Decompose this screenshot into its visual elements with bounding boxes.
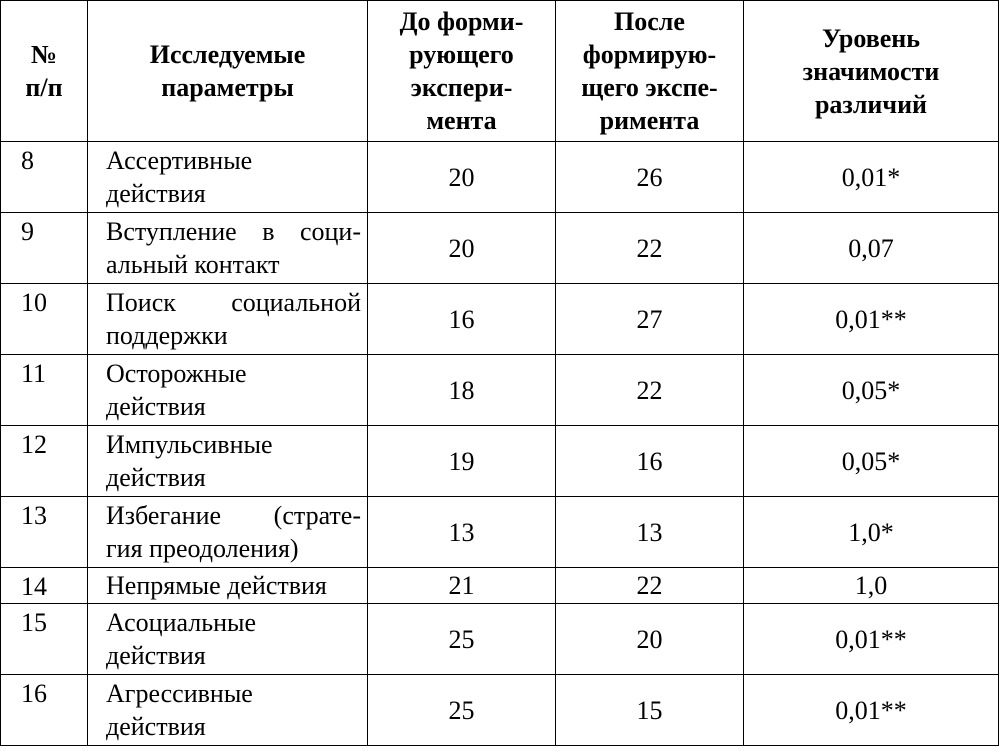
row-after: 16 xyxy=(556,426,744,497)
parameter-line: альный контакт xyxy=(106,250,280,279)
parameter-line: Вступление в соци- xyxy=(106,217,361,246)
row-parameter xyxy=(88,284,368,355)
parameter-line: Осторожные xyxy=(106,359,247,388)
row-after: 20 xyxy=(556,604,744,675)
header-after-line: формирую- xyxy=(582,40,717,69)
row-number: 8 xyxy=(1,142,88,213)
parameter-line: Асоциальные xyxy=(106,608,257,637)
header-after-line: После xyxy=(614,7,685,36)
row-parameter xyxy=(88,213,368,284)
table-row xyxy=(1,142,999,213)
header-significance-line: Уровень xyxy=(821,23,921,53)
row-before: 20 xyxy=(368,213,556,284)
row-parameter xyxy=(88,142,368,213)
row-after: 13 xyxy=(556,497,744,568)
parameter-line: Поиск социальной xyxy=(106,288,361,317)
table-row xyxy=(1,426,999,497)
parameter-line: Ассертивные xyxy=(106,146,253,175)
header-significance-line: различий xyxy=(814,89,928,119)
row-number: 14 xyxy=(1,568,88,604)
row-after: 15 xyxy=(556,675,744,746)
row-number: 16 xyxy=(1,675,88,746)
parameter-line: гия преодоления) xyxy=(106,534,299,563)
row-significance: 1,0* xyxy=(744,497,999,568)
table-row xyxy=(1,284,999,355)
row-before: 13 xyxy=(368,497,556,568)
row-number: 12 xyxy=(1,426,88,497)
row-significance: 0,01** xyxy=(744,284,999,355)
row-number: 10 xyxy=(1,284,88,355)
row-significance: 0,01** xyxy=(744,604,999,675)
row-number: 11 xyxy=(1,355,88,426)
table-row xyxy=(1,568,999,604)
parameter-line: Непрямые действия xyxy=(106,571,327,600)
header-after-line: римента xyxy=(599,106,700,135)
row-after: 22 xyxy=(556,213,744,284)
header-num-line: № xyxy=(30,40,58,69)
row-parameter xyxy=(88,675,368,746)
header-after xyxy=(556,1,744,142)
row-before: 18 xyxy=(368,355,556,426)
row-after: 22 xyxy=(556,355,744,426)
row-significance: 0,05* xyxy=(744,426,999,497)
table-header xyxy=(1,1,999,142)
parameter-line: действия xyxy=(106,641,206,670)
header-param-line: Исследуемые xyxy=(149,40,306,69)
row-before: 19 xyxy=(368,426,556,497)
parameter-line: Импульсивные xyxy=(106,430,273,459)
row-parameter xyxy=(88,568,368,604)
parameter-line: действия xyxy=(106,463,206,492)
header-row xyxy=(1,1,999,142)
row-before: 16 xyxy=(368,284,556,355)
table-row xyxy=(1,604,999,675)
header-param-line: параметры xyxy=(161,73,294,102)
row-significance: 0,05* xyxy=(744,355,999,426)
table-row xyxy=(1,213,999,284)
header-num xyxy=(1,1,88,142)
row-after: 26 xyxy=(556,142,744,213)
row-significance: 0,01* xyxy=(744,142,999,213)
header-significance-line: значимости xyxy=(802,56,940,86)
header-after-line: щего экспе- xyxy=(581,73,718,102)
header-before-line: До форми- xyxy=(399,7,524,36)
row-significance: 0,01** xyxy=(744,675,999,746)
row-number: 9 xyxy=(1,213,88,284)
row-number: 15 xyxy=(1,604,88,675)
header-num-line: п/п xyxy=(25,73,63,102)
row-after: 22 xyxy=(556,568,744,604)
parameter-line: Агрессивные xyxy=(106,679,253,708)
row-parameter xyxy=(88,497,368,568)
table-row xyxy=(1,355,999,426)
row-before: 25 xyxy=(368,604,556,675)
table-body xyxy=(1,142,999,746)
parameter-line: действия xyxy=(106,179,206,208)
header-significance xyxy=(744,1,999,142)
row-after: 27 xyxy=(556,284,744,355)
row-significance: 1,0 xyxy=(744,568,999,604)
parameter-line: действия xyxy=(106,392,206,421)
header-before xyxy=(368,1,556,142)
row-before: 20 xyxy=(368,142,556,213)
header-before-line: экспери- xyxy=(410,73,513,102)
parameter-line: Избегание (страте- xyxy=(106,501,361,530)
table-row xyxy=(1,675,999,746)
parameter-line: действия xyxy=(106,712,206,741)
row-before: 21 xyxy=(368,568,556,604)
row-parameter xyxy=(88,604,368,675)
row-number: 13 xyxy=(1,497,88,568)
row-significance: 0,07 xyxy=(744,213,999,284)
row-parameter xyxy=(88,355,368,426)
parameter-line: поддержки xyxy=(106,321,228,350)
header-before-line: рующего xyxy=(409,40,514,69)
row-before: 25 xyxy=(368,675,556,746)
table-row xyxy=(1,497,999,568)
header-param xyxy=(88,1,368,142)
header-before-line: мента xyxy=(426,106,497,135)
row-parameter xyxy=(88,426,368,497)
